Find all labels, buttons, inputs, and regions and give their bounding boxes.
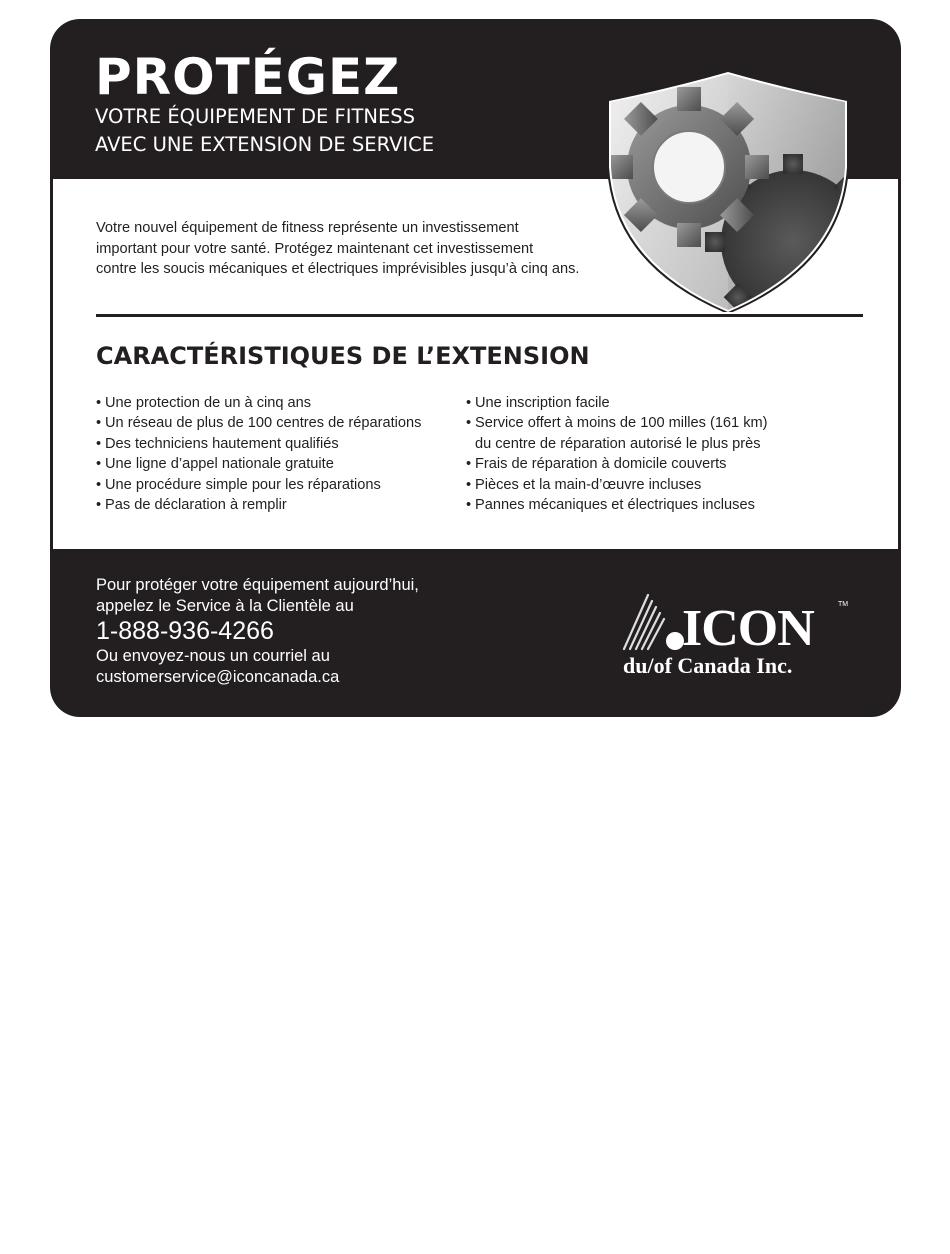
intro-line-1: Votre nouvel équipement de fitness représente un investissement bbox=[96, 220, 519, 236]
feature-text: Un réseau de plus de 100 centres de réparations bbox=[105, 415, 422, 432]
email-address[interactable]: customerservice@iconcanada.ca bbox=[96, 667, 340, 686]
list-item bbox=[96, 413, 421, 433]
intro-line-2: important pour votre santé. Protégez maintenant cet investissement bbox=[96, 240, 534, 257]
intro-paragraph bbox=[96, 218, 616, 280]
subtitle bbox=[95, 103, 434, 159]
feature-text: Pièces et la main-d’œuvre incluses bbox=[475, 476, 702, 493]
list-item bbox=[466, 475, 768, 495]
list-item bbox=[96, 434, 421, 454]
trademark-symbol: TM bbox=[838, 601, 849, 608]
feature-text: Des techniciens hautement qualifiés bbox=[105, 435, 339, 452]
list-item bbox=[96, 475, 421, 495]
bullet: • bbox=[96, 476, 102, 493]
divider bbox=[96, 314, 863, 317]
icon-canada-logo bbox=[620, 591, 850, 686]
email-intro: Ou envoyez-nous un courriel au bbox=[96, 647, 330, 665]
list-item bbox=[466, 495, 768, 515]
shield-gears-icon bbox=[603, 72, 853, 312]
features-title: CARACTÉRISTIQUES DE L’EXTENSION bbox=[96, 342, 590, 370]
phone-number[interactable]: 1-888-936-4266 bbox=[96, 617, 274, 645]
bullet: • bbox=[466, 395, 472, 411]
subtitle-line-2: AVEC UNE EXTENSION DE SERVICE bbox=[95, 133, 435, 156]
bullet: • bbox=[466, 415, 472, 432]
intro-line-3: contre les soucis mécaniques et électriques imprévisibles jusqu’à cinq ans. bbox=[96, 261, 580, 277]
footer-band bbox=[50, 549, 901, 717]
list-item bbox=[466, 413, 768, 454]
list-item bbox=[96, 495, 421, 515]
feature-text: Une protection de un à cinq ans bbox=[105, 395, 312, 411]
feature-text: Une ligne d’appel nationale gratuite bbox=[105, 456, 334, 473]
feature-text: Service offert à moins de 100 milles (161 km) bbox=[475, 415, 768, 432]
logo-wordmark: ICON bbox=[682, 600, 814, 657]
bullet: • bbox=[96, 415, 102, 432]
bullet: • bbox=[466, 497, 472, 514]
feature-text: Une procédure simple pour les réparations bbox=[105, 476, 381, 493]
feature-text-continued: du centre de réparation autorisé le plus près bbox=[475, 435, 761, 452]
list-item bbox=[466, 454, 768, 474]
subtitle-line-1: VOTRE ÉQUIPEMENT DE FITNESS bbox=[95, 105, 416, 128]
feature-text: Pas de déclaration à remplir bbox=[105, 497, 287, 514]
bullet: • bbox=[96, 497, 102, 514]
contact-block bbox=[96, 575, 419, 687]
bullet: • bbox=[466, 476, 472, 493]
bullet: • bbox=[466, 456, 472, 473]
page-title: PROTÉGEZ bbox=[95, 48, 401, 106]
bullet: • bbox=[96, 395, 102, 411]
list-item bbox=[466, 393, 768, 413]
list-item bbox=[96, 393, 421, 413]
cta-line-2: appelez le Service à la Clientèle au bbox=[96, 596, 354, 615]
bullet: • bbox=[96, 456, 102, 473]
feature-text: Une inscription facile bbox=[475, 395, 610, 411]
features-right-list bbox=[466, 393, 768, 515]
feature-text: Pannes mécaniques et électriques incluses bbox=[475, 497, 755, 514]
feature-text: Frais de réparation à domicile couverts bbox=[475, 456, 727, 473]
logo-subtitle: du/of Canada Inc. bbox=[623, 653, 793, 678]
service-extension-card bbox=[50, 19, 901, 717]
bullet: • bbox=[96, 435, 102, 452]
cta-line-1: Pour protéger votre équipement aujourd’hui, bbox=[96, 576, 419, 594]
icon-logo-mark bbox=[620, 591, 690, 653]
list-item bbox=[96, 454, 421, 474]
features-left-list bbox=[96, 393, 421, 515]
